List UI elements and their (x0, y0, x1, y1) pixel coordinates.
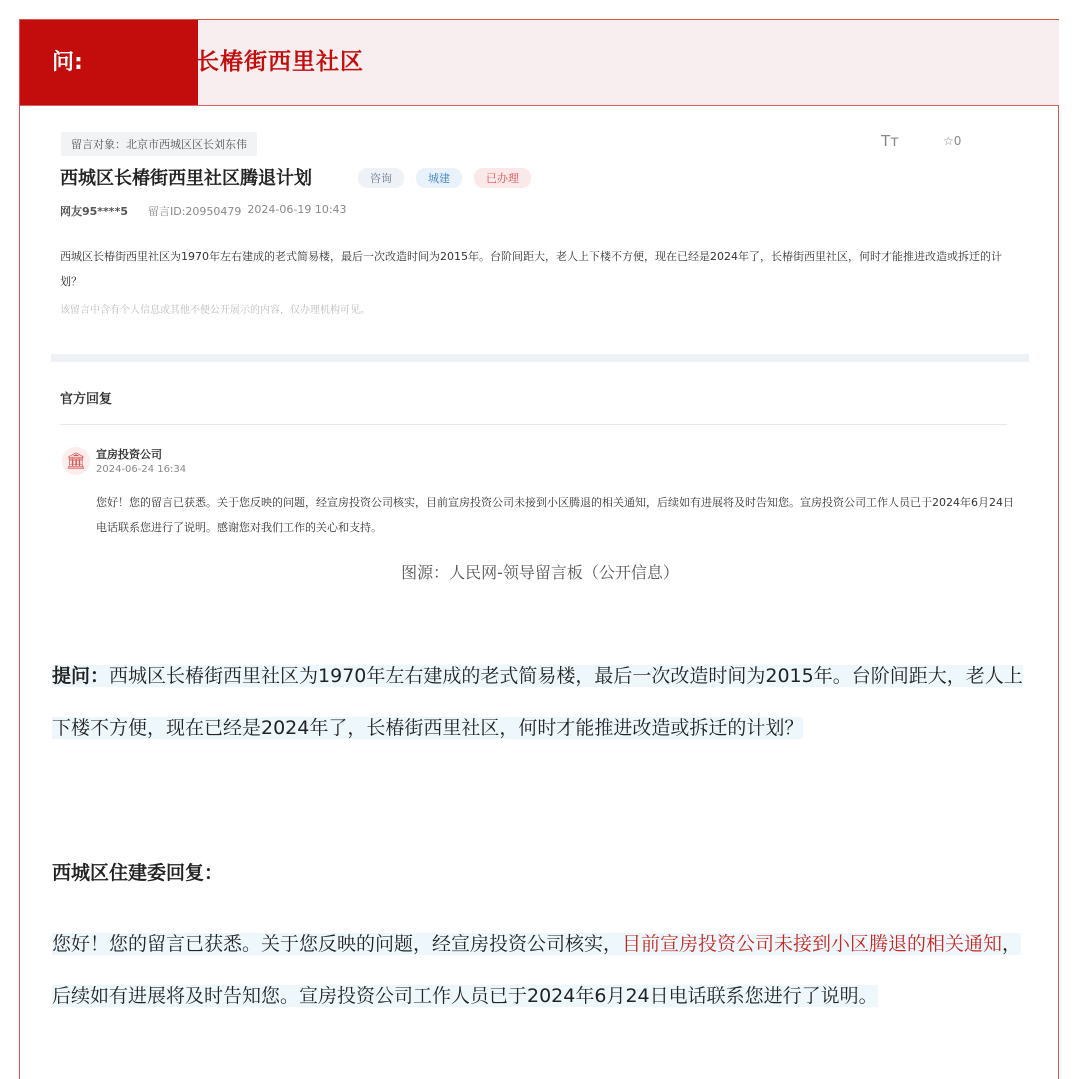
question-label: 问: (20, 20, 198, 105)
message-id: 留言ID:20950479 (147, 205, 242, 218)
post-byline (60, 203, 347, 219)
article-question-text: 西城区长椿街西里社区为1970年左右建成的老式简易楼，最后一次改造时间为2015年。台阶间距大，老人上下楼不方便，现在已经是2024年了，长椿街西里社区，何时才能推进改造或拆迁的计划？ (52, 665, 1023, 739)
reply-divider (60, 424, 1007, 425)
image-caption: 图源：人民网-领导留言板（公开信息） (401, 563, 679, 582)
post-datetime: 2024-06-19 10:43 (247, 203, 347, 216)
article-answer-highlight: 目前宣房投资公司未接到小区腾退的相关通知 (622, 933, 1003, 955)
post-user: 网友95****5 (60, 205, 128, 218)
question-title: 长椿街西里社区 (196, 49, 364, 75)
post-tags (358, 168, 531, 188)
reply-body: 您好！您的留言已获悉。关于您反映的问题，经宣房投资公司核实，目前宣房投资公司未接到小区腾退的相关通知，后续如有进展将及时告知您。宣房投资公司工作人员已于2024年6月24日电话联系您进行了说明。感谢您对我们工作的关心和支持。 (96, 496, 1014, 534)
article-answer-pre: 您好！您的留言已获悉。关于您反映的问题，经宣房投资公司核实， (52, 933, 623, 955)
reply-datetime: 2024-06-24 16:34 (96, 464, 187, 475)
article-answer-post: ，后续如有进展将及时告知您。宣房投资公司工作人员已于2024年6月24日电话联系您进行了说明。 (52, 933, 1022, 1007)
reply-org-name: 宣房投资公司 (96, 448, 162, 461)
favorite-star-icon[interactable]: ☆0 (943, 134, 962, 148)
message-target-chip: 留言对象：北京市西城区区长刘东伟 (61, 132, 257, 156)
question-header (20, 20, 1059, 106)
article-question-label: 提问： (52, 665, 110, 687)
article-question-paragraph (52, 650, 1037, 754)
post-title: 西城区长椿街西里社区腾退计划 (60, 168, 312, 189)
government-building-icon: 🏛 (62, 447, 90, 475)
tag-urban-construction: 城建 (416, 168, 462, 188)
tag-status-handled: 已办理 (474, 168, 531, 188)
official-reply-heading: 官方回复 (60, 392, 113, 407)
font-size-icon[interactable]: Tт (881, 132, 899, 150)
tag-consult: 咨询 (358, 168, 404, 188)
article-reply-heading: 西城区住建委回复： (52, 862, 224, 884)
section-divider (51, 354, 1029, 362)
article-answer-paragraph (52, 918, 1037, 1022)
post-body: 西城区长椿街西里社区为1970年左右建成的老式简易楼，最后一次改造时间为2015年。台阶间距大，老人上下楼不方便，现在已经是2024年了，长椿街西里社区，何时才能推进改造或拆迁的计划？ (60, 250, 1002, 288)
privacy-note: 该留言中含有个人信息或其他不便公开展示的内容，仅办理机构可见。 (60, 305, 370, 316)
